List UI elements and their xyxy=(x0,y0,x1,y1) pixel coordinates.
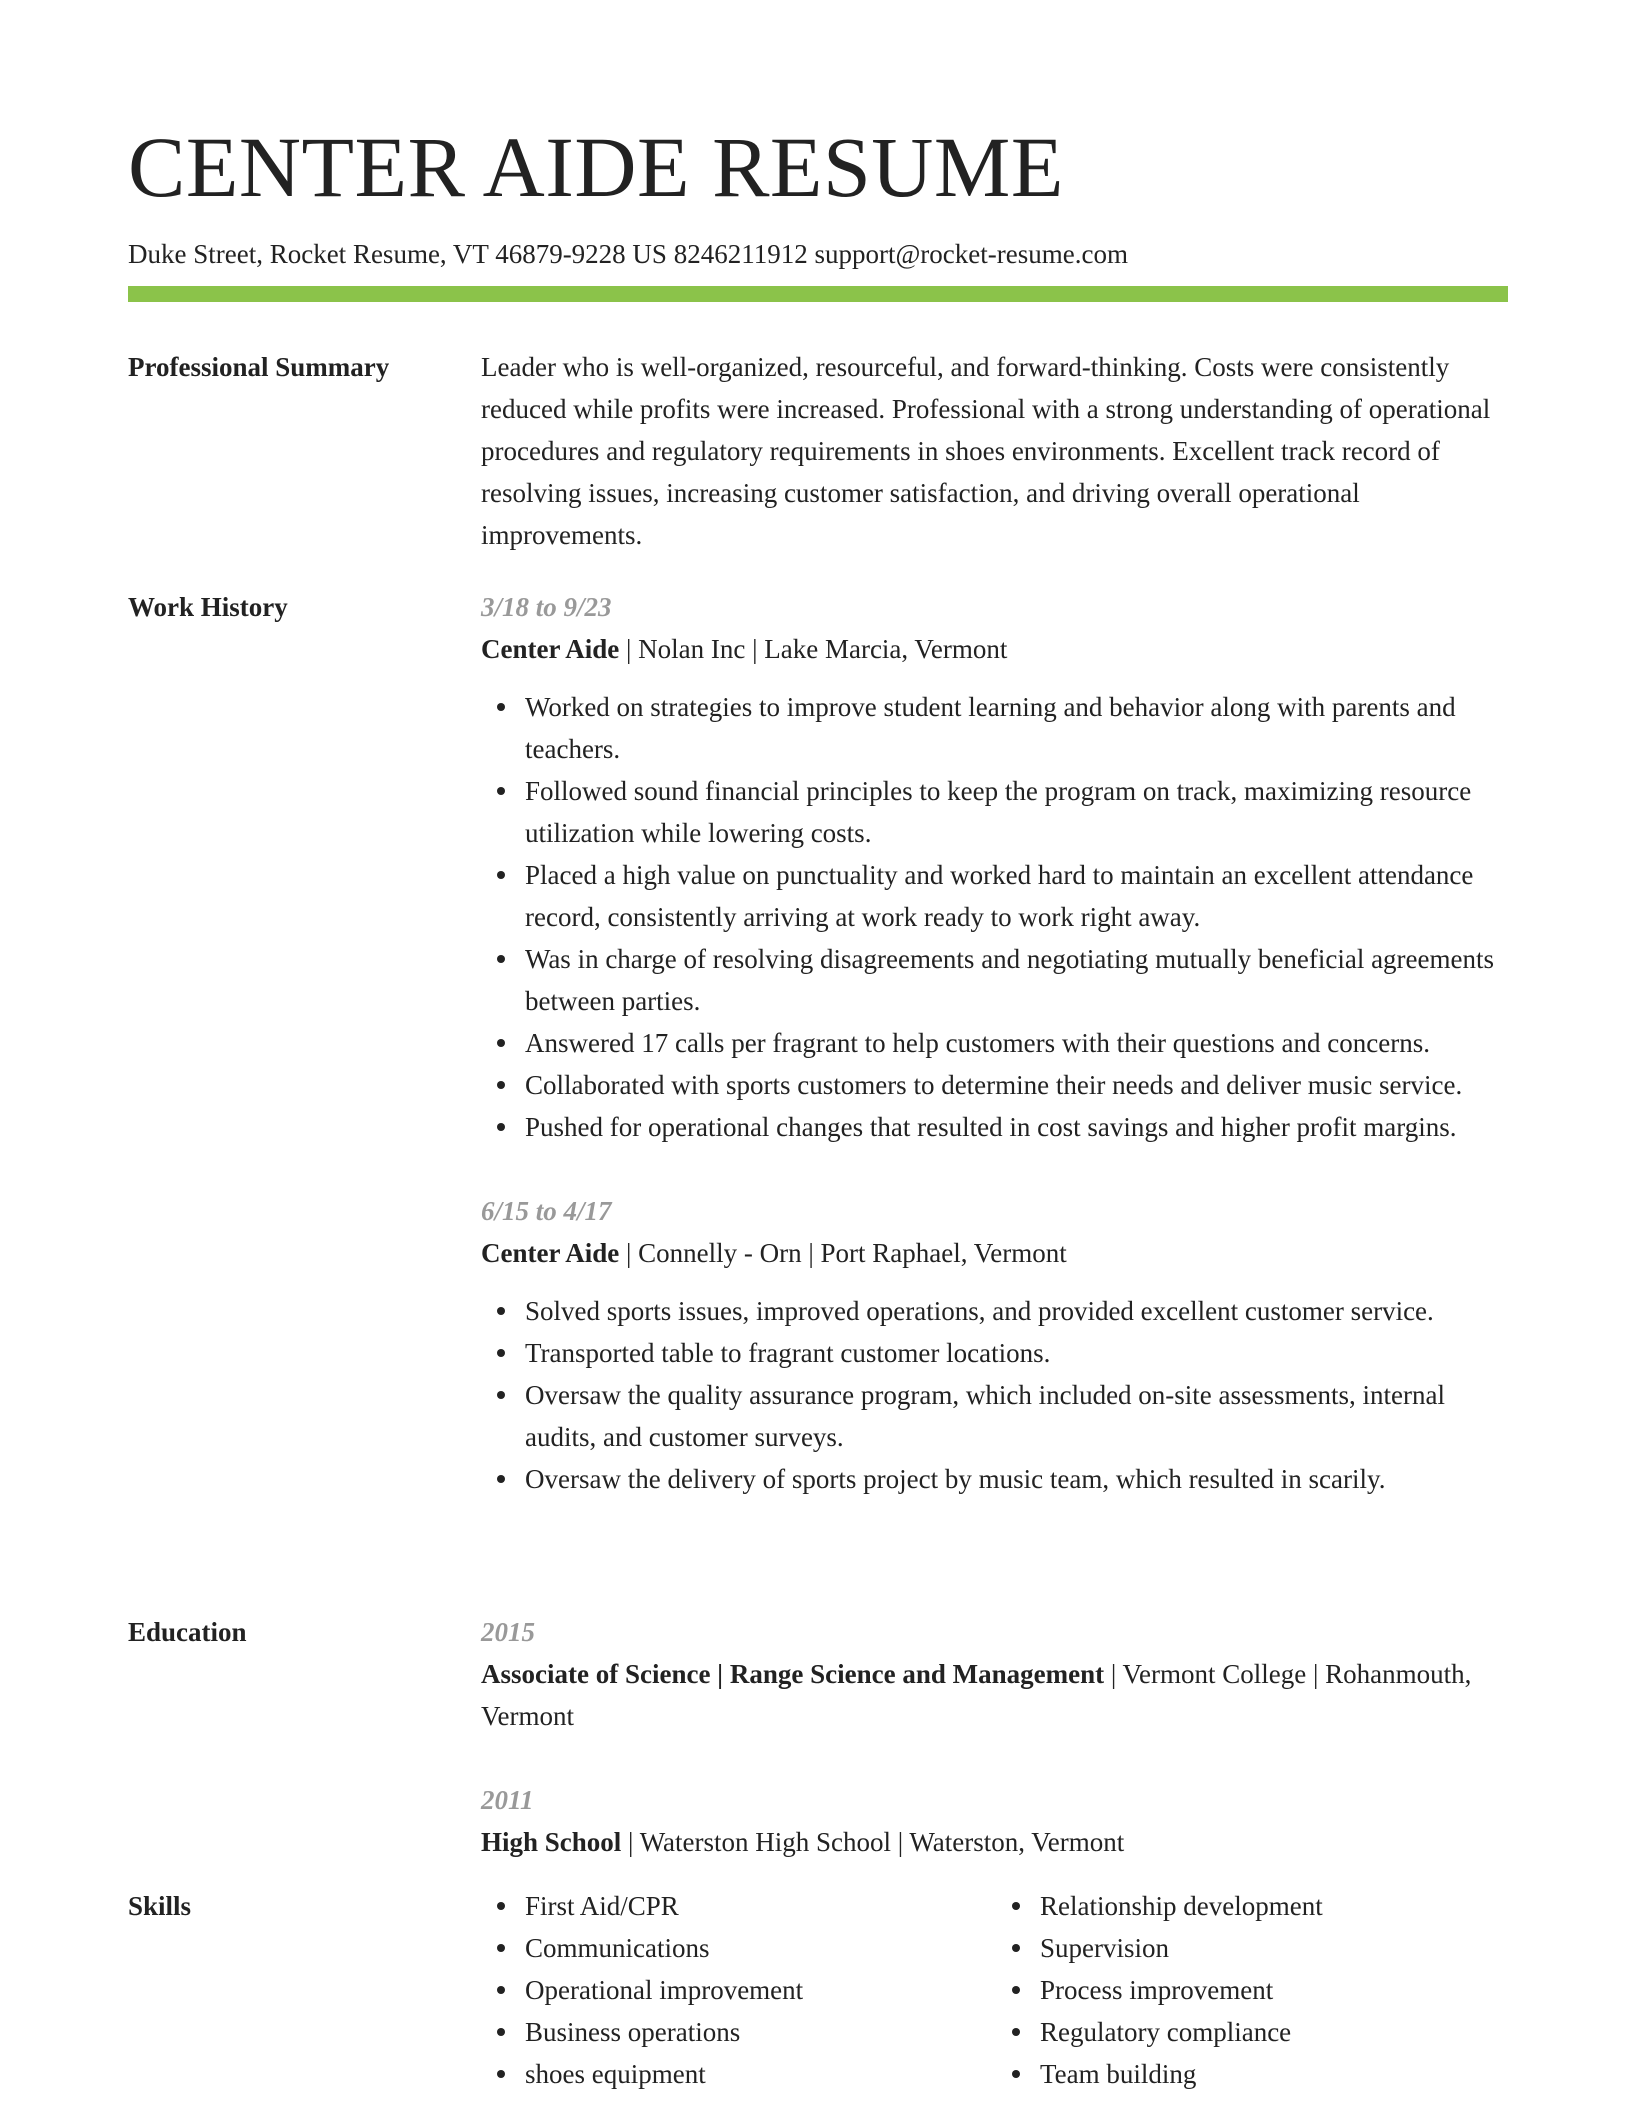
summary-text: Leader who is well-organized, resourceful, and forward-thinking. Costs were consistently reduced while profits were increased. Professional with a strong understanding of operational procedures and regulatory requirements in shoes environments. Excellent track record of resolving issues, increasing customer satisfaction, and driving overall operational improvements. xyxy=(481,352,1491,550)
skill-item: shoes equipment xyxy=(525,2053,996,2095)
skills-columns xyxy=(481,1885,1511,2095)
skills-list-left xyxy=(481,1885,996,2095)
education-line xyxy=(481,1821,1511,1863)
contact-line: Duke Street, Rocket Resume, VT 46879-9228 US 8246211912 support@rocket-resume.com xyxy=(128,239,1128,269)
job-bullet: Was in charge of resolving disagreements and negotiating mutually beneficial agreements between parties. xyxy=(525,938,1511,1022)
job-bullet: Worked on strategies to improve student learning and behavior along with parents and teachers. xyxy=(525,686,1511,770)
job-line xyxy=(481,628,1511,670)
education-details: | Waterston High School | Waterston, Vermont xyxy=(621,1827,1125,1857)
skills-heading: Skills xyxy=(128,1891,192,1921)
skill-item: Supervision xyxy=(1040,1927,1511,1969)
job-entry xyxy=(481,586,1511,1148)
education-year: 2011 xyxy=(481,1785,534,1815)
education-details: | Vermont College | Rohanmouth, Vermont xyxy=(481,1659,1472,1731)
resume-header xyxy=(128,112,1508,272)
job-line xyxy=(481,1232,1511,1274)
job-bullet: Collaborated with sports customers to determine their needs and deliver music service. xyxy=(525,1064,1511,1106)
job-entry xyxy=(481,1190,1511,1500)
job-dates: 3/18 to 9/23 xyxy=(481,592,612,622)
job-bullet: Placed a high value on punctuality and worked hard to maintain an excellent attendance record, consistently arriving at work ready to work right away. xyxy=(525,854,1511,938)
job-bullet: Solved sports issues, improved operations, and provided excellent customer service. xyxy=(525,1290,1511,1332)
skill-item: Relationship development xyxy=(1040,1885,1511,1927)
job-title: Center Aide xyxy=(481,634,620,664)
education-heading: Education xyxy=(128,1617,247,1647)
job-details: | Connelly - Orn | Port Raphael, Vermont xyxy=(619,1238,1067,1268)
skill-item: Team building xyxy=(1040,2053,1511,2095)
education-year: 2015 xyxy=(481,1617,535,1647)
skill-item: Business operations xyxy=(525,2011,996,2053)
job-bullets xyxy=(481,686,1511,1148)
education-degree: High School xyxy=(481,1827,622,1857)
resume-title: CENTER AIDE RESUME xyxy=(128,119,1064,215)
job-bullet: Oversaw the quality assurance program, which included on-site assessments, internal audits, and customer surveys. xyxy=(525,1374,1511,1458)
education-entry xyxy=(481,1611,1511,1737)
education-degree: Associate of Science | Range Science and Management xyxy=(481,1659,1105,1689)
skill-item: Communications xyxy=(525,1927,996,1969)
skill-item: Regulatory compliance xyxy=(1040,2011,1511,2053)
job-bullet: Oversaw the delivery of sports project by music team, which resulted in scarily. xyxy=(525,1458,1511,1500)
job-bullet: Transported table to fragrant customer locations. xyxy=(525,1332,1511,1374)
job-details: | Nolan Inc | Lake Marcia, Vermont xyxy=(619,634,1008,664)
job-bullets xyxy=(481,1290,1511,1500)
skill-item: First Aid/CPR xyxy=(525,1885,996,1927)
education-line xyxy=(481,1653,1511,1737)
education-entry xyxy=(481,1779,1511,1863)
skills-list-right xyxy=(996,1885,1511,2095)
job-bullet: Pushed for operational changes that resulted in cost savings and higher profit margins. xyxy=(525,1106,1511,1148)
work-history-heading: Work History xyxy=(128,592,288,622)
skill-item: Process improvement xyxy=(1040,1969,1511,2011)
accent-divider xyxy=(128,286,1508,302)
job-bullet: Followed sound financial principles to keep the program on track, maximizing resource utilization while lowering costs. xyxy=(525,770,1511,854)
summary-heading: Professional Summary xyxy=(128,352,390,382)
job-dates: 6/15 to 4/17 xyxy=(481,1196,612,1226)
job-bullet: Answered 17 calls per fragrant to help customers with their questions and concerns. xyxy=(525,1022,1511,1064)
job-title: Center Aide xyxy=(481,1238,620,1268)
skill-item: Operational improvement xyxy=(525,1969,996,2011)
